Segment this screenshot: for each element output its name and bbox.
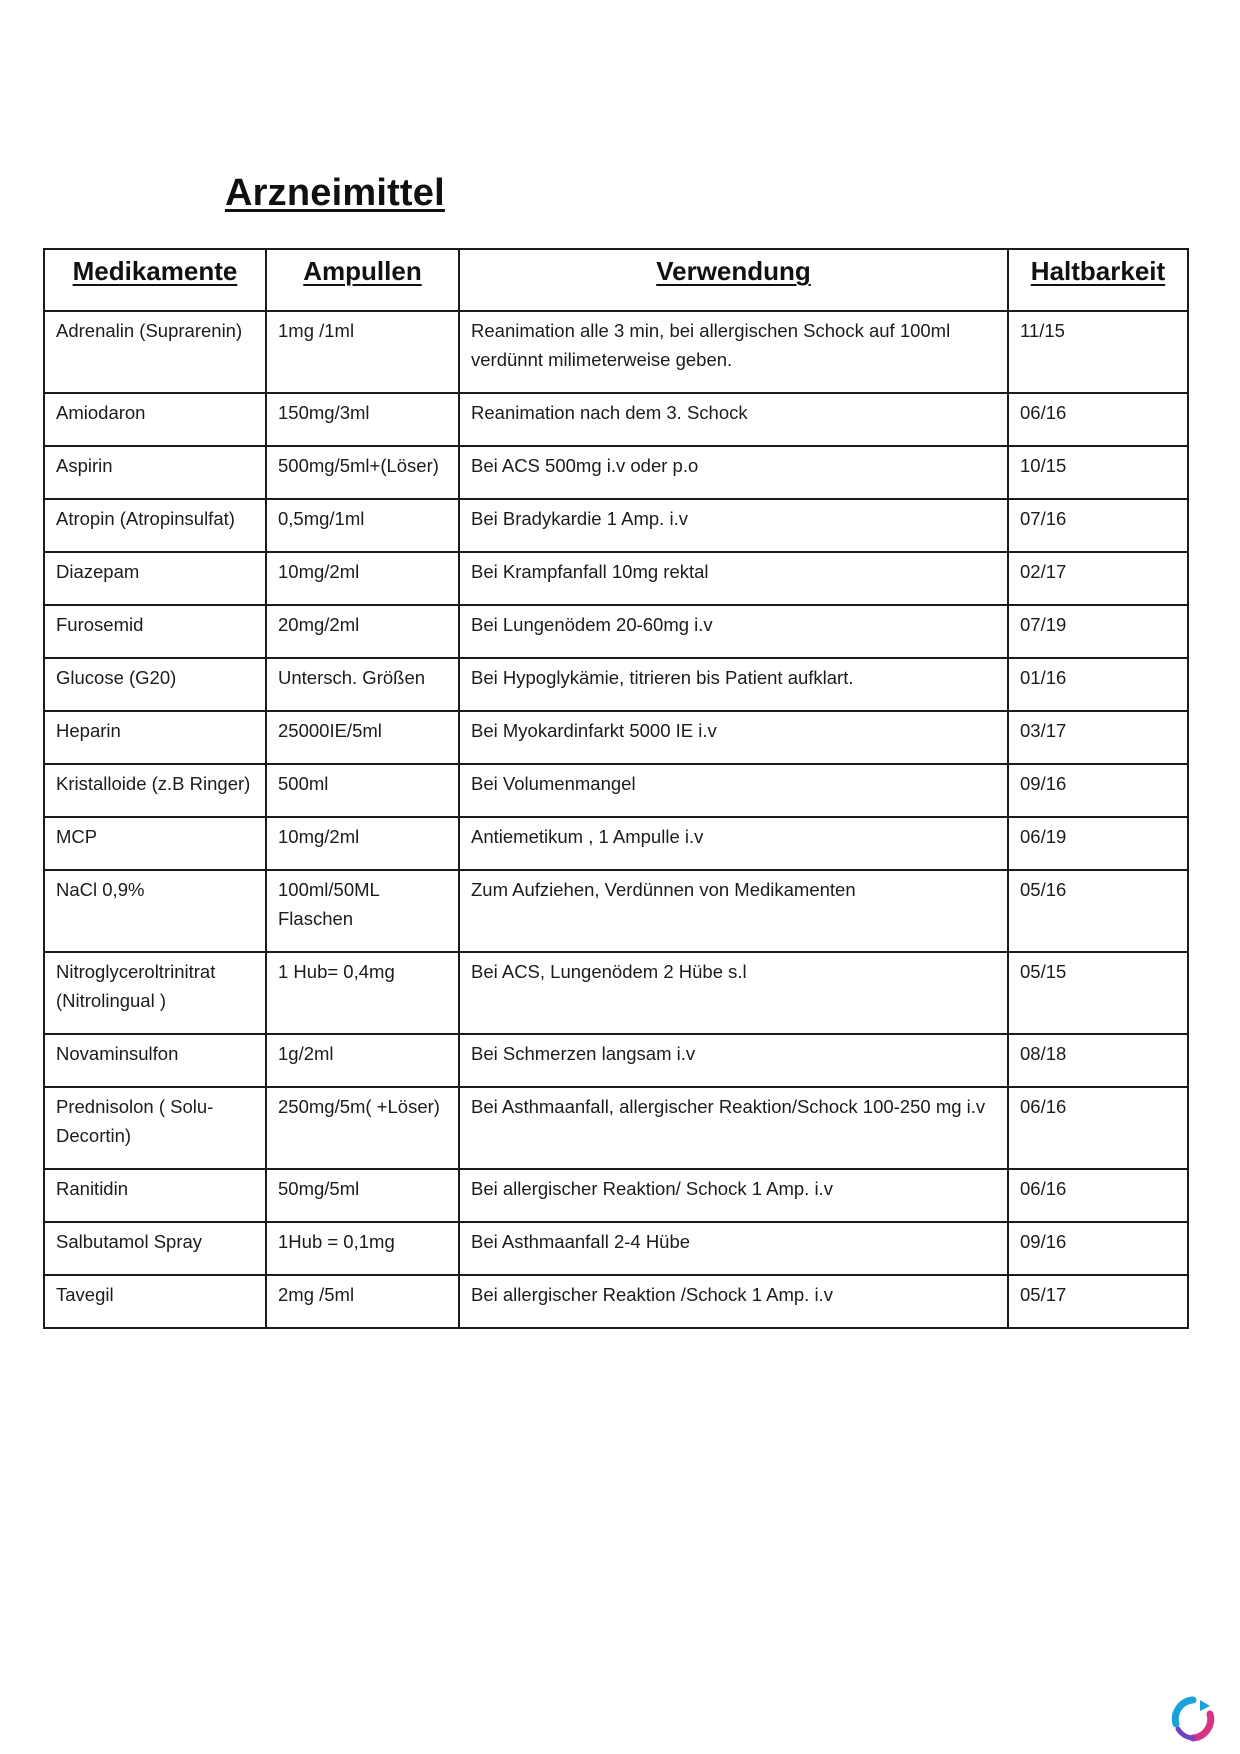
table-row [44, 1169, 1188, 1222]
ampoule-size: 10mg/2ml [266, 552, 459, 605]
ampoule-size: 150mg/3ml [266, 393, 459, 446]
medication-name: Diazepam [44, 552, 266, 605]
table-row [44, 446, 1188, 499]
expiry-date: 08/18 [1008, 1034, 1188, 1087]
usage: Bei Myokardinfarkt 5000 IE i.v [459, 711, 1008, 764]
table-row [44, 311, 1188, 393]
usage: Reanimation alle 3 min, bei allergischen Schock auf 100ml verdünnt milimeterweise geben. [459, 311, 1008, 393]
ampoule-size: 1 Hub= 0,4mg [266, 952, 459, 1034]
usage: Bei Volumenmangel [459, 764, 1008, 817]
table-row [44, 1087, 1188, 1169]
usage: Antiemetikum , 1 Ampulle i.v [459, 817, 1008, 870]
usage: Bei Hypoglykämie, titrieren bis Patient aufklart. [459, 658, 1008, 711]
medication-name: Aspirin [44, 446, 266, 499]
expiry-date: 05/17 [1008, 1275, 1188, 1328]
medication-name: Heparin [44, 711, 266, 764]
table-row [44, 764, 1188, 817]
expiry-date: 10/15 [1008, 446, 1188, 499]
table-row [44, 605, 1188, 658]
usage: Zum Aufziehen, Verdünnen von Medikamenten [459, 870, 1008, 952]
medication-name: Atropin (Atropinsulfat) [44, 499, 266, 552]
table-header-row [44, 249, 1188, 311]
expiry-date: 09/16 [1008, 764, 1188, 817]
page-title: Arzneimittel [225, 172, 445, 214]
medication-name: Adrenalin (Suprarenin) [44, 311, 266, 393]
ampoule-size: 1Hub = 0,1mg [266, 1222, 459, 1275]
medication-table [43, 248, 1189, 1329]
medication-name: Glucose (G20) [44, 658, 266, 711]
medication-name: Salbutamol Spray [44, 1222, 266, 1275]
ampoule-size: 1g/2ml [266, 1034, 459, 1087]
table-row [44, 1034, 1188, 1087]
table-row [44, 870, 1188, 952]
table-row [44, 393, 1188, 446]
ampoule-size: 500mg/5ml+(Löser) [266, 446, 459, 499]
expiry-date: 07/16 [1008, 499, 1188, 552]
medication-name: Nitroglyceroltrinitrat (Nitrolingual ) [44, 952, 266, 1034]
header-haltbarkeit: Haltbarkeit [1008, 249, 1188, 311]
table-row [44, 952, 1188, 1034]
usage: Bei ACS 500mg i.v oder p.o [459, 446, 1008, 499]
expiry-date: 03/17 [1008, 711, 1188, 764]
usage: Bei ACS, Lungenödem 2 Hübe s.l [459, 952, 1008, 1034]
table-row [44, 658, 1188, 711]
expiry-date: 06/16 [1008, 1169, 1188, 1222]
table-row [44, 1222, 1188, 1275]
ampoule-size: 1mg /1ml [266, 311, 459, 393]
expiry-date: 05/15 [1008, 952, 1188, 1034]
usage: Bei allergischer Reaktion/ Schock 1 Amp. i.v [459, 1169, 1008, 1222]
ampoule-size: 20mg/2ml [266, 605, 459, 658]
table-row [44, 1275, 1188, 1328]
header-medikamente: Medikamente [44, 249, 266, 311]
usage: Bei Lungenödem 20-60mg i.v [459, 605, 1008, 658]
medication-name: NaCl 0,9% [44, 870, 266, 952]
usage: Bei Asthmaanfall 2-4 Hübe [459, 1222, 1008, 1275]
ampoule-size: Untersch. Größen [266, 658, 459, 711]
expiry-date: 02/17 [1008, 552, 1188, 605]
ampoule-size: 10mg/2ml [266, 817, 459, 870]
table-row [44, 499, 1188, 552]
medication-name: Kristalloide (z.B Ringer) [44, 764, 266, 817]
usage: Bei Schmerzen langsam i.v [459, 1034, 1008, 1087]
header-ampullen: Ampullen [266, 249, 459, 311]
ampoule-size: 25000IE/5ml [266, 711, 459, 764]
ampoule-size: 500ml [266, 764, 459, 817]
medication-name: Ranitidin [44, 1169, 266, 1222]
circular-arrows-logo-icon [1170, 1696, 1216, 1742]
table-row [44, 552, 1188, 605]
usage: Bei Bradykardie 1 Amp. i.v [459, 499, 1008, 552]
usage: Bei Asthmaanfall, allergischer Reaktion/Schock 100-250 mg i.v [459, 1087, 1008, 1169]
expiry-date: 01/16 [1008, 658, 1188, 711]
ampoule-size: 2mg /5ml [266, 1275, 459, 1328]
expiry-date: 06/16 [1008, 1087, 1188, 1169]
table-row [44, 711, 1188, 764]
expiry-date: 11/15 [1008, 311, 1188, 393]
expiry-date: 06/19 [1008, 817, 1188, 870]
table-row [44, 817, 1188, 870]
medication-name: Furosemid [44, 605, 266, 658]
header-verwendung: Verwendung [459, 249, 1008, 311]
expiry-date: 05/16 [1008, 870, 1188, 952]
ampoule-size: 0,5mg/1ml [266, 499, 459, 552]
medication-name: Tavegil [44, 1275, 266, 1328]
medication-name: Prednisolon ( Solu-Decortin) [44, 1087, 266, 1169]
expiry-date: 06/16 [1008, 393, 1188, 446]
ampoule-size: 50mg/5ml [266, 1169, 459, 1222]
usage: Bei Krampfanfall 10mg rektal [459, 552, 1008, 605]
medication-name: Amiodaron [44, 393, 266, 446]
ampoule-size: 100ml/50ML Flaschen [266, 870, 459, 952]
expiry-date: 07/19 [1008, 605, 1188, 658]
medication-name: MCP [44, 817, 266, 870]
usage: Reanimation nach dem 3. Schock [459, 393, 1008, 446]
ampoule-size: 250mg/5m( +Löser) [266, 1087, 459, 1169]
expiry-date: 09/16 [1008, 1222, 1188, 1275]
medication-name: Novaminsulfon [44, 1034, 266, 1087]
usage: Bei allergischer Reaktion /Schock 1 Amp. i.v [459, 1275, 1008, 1328]
